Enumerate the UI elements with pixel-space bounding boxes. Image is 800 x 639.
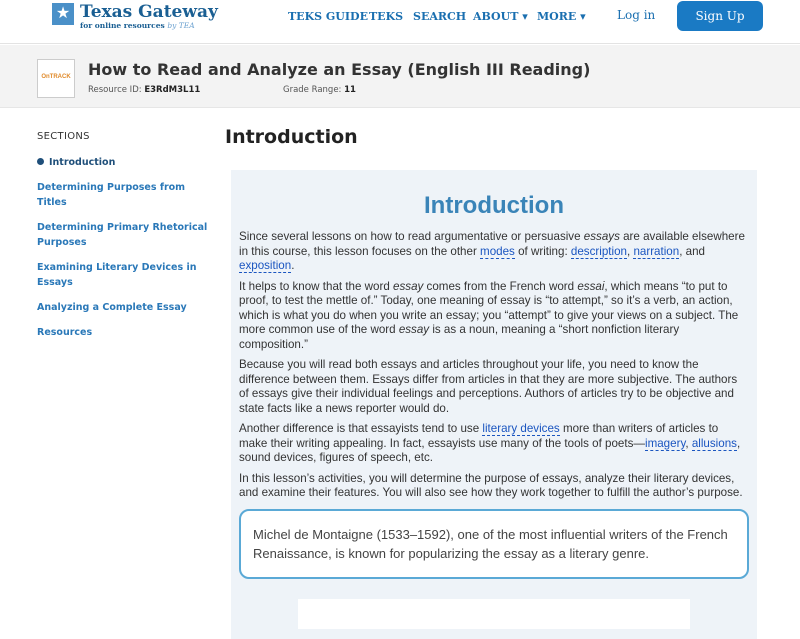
nav-search[interactable]: SEARCH <box>413 10 467 23</box>
site-header <box>0 0 800 44</box>
resource-title: How to Read and Analyze an Essay (English III Reading) <box>88 60 591 79</box>
content-panel <box>231 170 757 639</box>
inner-heading: Introduction <box>424 192 564 219</box>
grade-range: Grade Range: 11 <box>283 85 356 95</box>
sidebar-item-introduction[interactable]: Introduction <box>37 155 212 170</box>
logo-title: Texas Gateway <box>80 2 218 22</box>
sidebar-item-literary-devices[interactable]: Examining Literary Devices in Essays <box>37 262 197 288</box>
nav-about[interactable]: ABOUT ▾ <box>473 10 528 23</box>
nav-more[interactable]: MORE ▾ <box>537 10 586 23</box>
signup-button[interactable]: Sign Up <box>677 1 763 31</box>
sidebar-item-complete-essay[interactable]: Analyzing a Complete Essay <box>37 302 187 313</box>
link-narration[interactable]: narration <box>633 244 680 258</box>
sidebar-item-purposes-titles[interactable]: Determining Purposes from Titles <box>37 182 186 208</box>
logo-subtitle: for online resources by TEA <box>80 21 195 30</box>
link-literary-devices[interactable]: literary devices <box>482 422 560 435</box>
sections-heading: SECTIONS <box>37 131 90 142</box>
paragraph-4: Another difference is that essayists tend to use literary devices more than writers of articles to make their writing appealing. In fact, essayists use many of the tools of poets—imagery, allusions, sound devices, figures of speech, etc. <box>239 422 741 464</box>
resource-id: Resource ID: E3RdM3L11 <box>88 85 201 95</box>
paragraph-5: In this lesson’s activities, you will determine the purpose of essays, analyze their literary devices, and examine their features. You will also see how they work together to fulfill the author’s purpose. <box>239 471 743 499</box>
resource-thumbnail: OnTRACK <box>37 59 75 98</box>
star-icon: ★ <box>52 3 74 25</box>
sidebar-item-rhetorical-purposes[interactable]: Determining Primary Rhetorical Purposes <box>37 222 208 248</box>
sidebar-item-resources[interactable]: Resources <box>37 327 93 338</box>
texas-gateway-logo[interactable] <box>36 3 218 30</box>
link-allusions[interactable]: allusions <box>691 436 737 450</box>
nav-teks-guide[interactable]: TEKS GUIDE <box>288 10 368 23</box>
montaigne-image <box>298 599 690 629</box>
sections-sidebar <box>37 131 212 350</box>
link-modes[interactable]: modes <box>480 244 515 258</box>
link-exposition[interactable]: exposition <box>239 259 292 272</box>
paragraph-2: It helps to know that the word essay comes from the French word essai, which means “to put to proof, to test the mettle of.” Today, one meaning of essay is “to attempt,” so it’s a verb, an action, which is what you do when you write an essay; you “attempt” to give your views on a subject. The more common use of the word essay is as a noun, meaning a “short nonfiction literary composition.” <box>239 279 739 351</box>
login-link[interactable]: Log in <box>617 8 656 22</box>
nav-teks[interactable]: TEKS <box>369 10 404 23</box>
paragraph-1: Since several lessons on how to read argumentative or persuasive essays are available elsewhere in this course, this lesson focuses on the other modes of writing: description, narration, and exposition. <box>239 230 745 272</box>
link-description[interactable]: description <box>570 244 627 258</box>
paragraph-3: Because you will read both essays and articles throughout your life, you need to know the difference between them. Essays differ from articles in that they are more subjective. The authors of essays give their individual feelings and perceptions. Authors of articles try to be objective and state facts like a news reporter would do. <box>239 358 738 415</box>
page-title: Introduction <box>225 126 358 148</box>
link-imagery[interactable]: imagery <box>645 436 686 450</box>
callout-box: Michel de Montaigne (1533–1592), one of the most influential writers of the French Renaissance, is known for popularizing the essay as a literary genre. <box>239 509 749 579</box>
